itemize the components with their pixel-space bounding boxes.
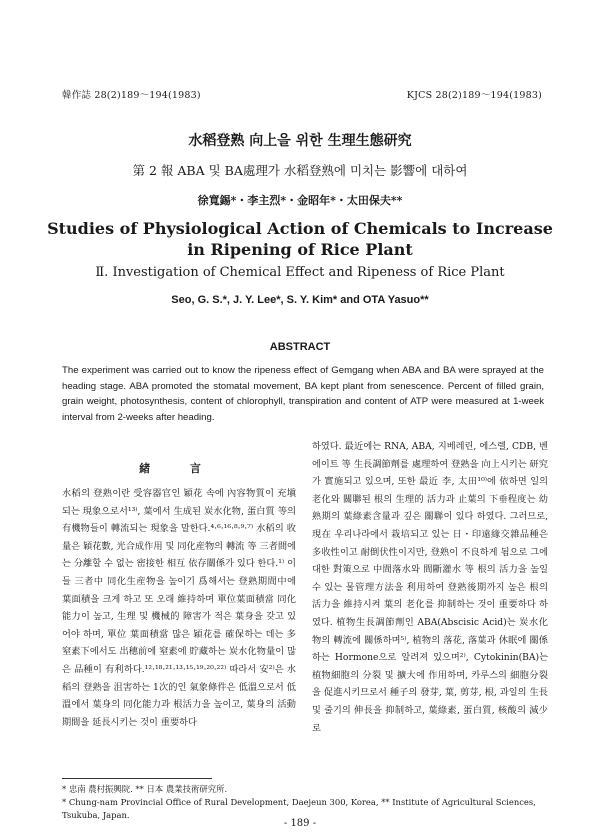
english-title-line-2: in Ripening of Rice Plant bbox=[187, 240, 413, 259]
body-column-left: 水稻의 登熟이란 受容器官인 穎花 속에 內容物質이 充塡되는 現象으로서¹³⁾, 葉에서 生成된 炭水化物, 蛋白質 等의 有機物들이 轉流되는 現象을 말한다.⁴·⁶·¹⁶·⁸·⁹·⁷⁾ 水稻의 收量은 穎花數, 光合成作用 및 同化産物의 轉流 等 三者間에는 分離할 수 없는 密接한 相互 依存關係가 있다 한다.¹⁾ 이들 三者中 同化生産物을 높이기 爲해서는 登熟期間中에 葉面積을 크게 하고 또 오래 維持하며 單位葉面積當 同化能力이 높고, 生理 및 機械的 障害가 적은 葉身을 갖고 있어야 하며, 單位 葉面積當 많은 穎花를 確保하는 데는 多窒素下에서도 出穗前에 窒素에 貯藏하는 炭水化物量이 많은 品種이 有利하다.¹²·¹⁸·²¹·¹³·¹⁵·¹⁹·²⁰·²²⁾ 따라서 安²⁾은 水稻의 登熟을 沮害하는 1次的인 氣象條件은 低溫으로서 低溫에서 葉身의 同化能力과 根活力을 높이고, 葉身의 活動期間을 延長시키는 것이 重要하다 bbox=[62, 488, 296, 728]
footnote-affiliation-korean: * 忠南 農村振興院. ** 日本 農業技術研究所. bbox=[62, 784, 228, 794]
abstract-heading: ABSTRACT bbox=[269, 341, 331, 353]
korean-subtitle: 第 2 報 ABA 및 BA處理가 水稻登熟에 미치는 影響에 대하여 bbox=[132, 163, 468, 178]
english-subtitle: Ⅱ. Investigation of Chemical Effect and Ripeness of Rice Plant bbox=[95, 265, 505, 280]
journal-header-english: KJCS 28(2)189～194(1983) bbox=[406, 90, 542, 101]
abstract-text: The experiment was carried out to know the ripeness effect of Gemgang when ABA and BA were sprayed at the heading stage. ABA promoted the stomatal movement, BA kept plant from senescence. Percent of filled grain, grain weight, photosynthesis, content of chlorophyll, transpiration and content of ATP were measured at 1-week interval from 2-weeks after heading. bbox=[62, 365, 544, 423]
english-title-line-1: Studies of Physiological Action of Chemicals to Increase bbox=[47, 219, 553, 238]
korean-title: 水稻登熟 向上을 위한 生理生態研究 bbox=[188, 133, 412, 149]
page-number: - 189 - bbox=[283, 818, 317, 829]
footnote-affiliation-english: * Chung-nam Provincial Office of Rural Development, Daejeun 300, Korea, ** Institute of Agricultural Sciences, Tsukuba, Japan. bbox=[62, 797, 536, 820]
section-heading-introduction: 緒 言 bbox=[139, 462, 219, 475]
korean-authors: 徐寬錫*・李主烈*・金昭年*・太田保夫** bbox=[197, 194, 403, 207]
english-title bbox=[0, 218, 600, 260]
footnote-divider bbox=[62, 778, 212, 779]
journal-header-korean: 韓作誌 28(2)189～194(1983) bbox=[62, 90, 201, 101]
english-authors: Seo, G. S.*, J. Y. Lee*, S. Y. Kim* and OTA Yasuo** bbox=[171, 294, 429, 306]
body-column-right: 하였다. 最近에는 RNA, ABA, 지베레린, 에스렐, CDB, 벤에이트 等 生長調節劑를 處理하여 登熟을 向上시키는 研究가 實施되고 있으며, 또한 最近 李, 太田¹⁰⁾에 依하면 일의 老化와 關聯된 根의 生理的 活力과 止葉의 下垂程度는 幼熟期의 葉綠素含量과 깊은 關聯이 있다 하였다. 그러므로, 現在 우리나라에서 栽培되고 있는 日・印遠緣交雜品種은 多收性이고 耐倒伏性이지만, 登熟이 不良하게 됨으로 그에 대한 對策으로 中間落水와 間斷灌水 等 根의 活力을 높일 수 있는 물管理方法을 利用하여 登熟後期까지 높은 根의 活力을 維持시켜 葉의 老化를 抑制하는 것이 重要하다 하였다. 植物生長調節劑인 ABA(Abscisic Acid)는 炭水化物의 轉流에 關係하며⁵⁾, 植物의 落花, 落葉과 休眠에 關係하는 Hormone으로 알려져 있으며²⁾, Cytokinin(BA)는 植物細胞의 分裂 및 擴大에 作用하며, 카루스의 細胞分裂을 促進시키므로서 種子의 發芽, 葉, 剪芽, 根, 과일의 生長 및 줄기의 伸長을 抑制하고, 葉綠素, 蛋白質, 核酸의 減少로 bbox=[312, 441, 548, 734]
